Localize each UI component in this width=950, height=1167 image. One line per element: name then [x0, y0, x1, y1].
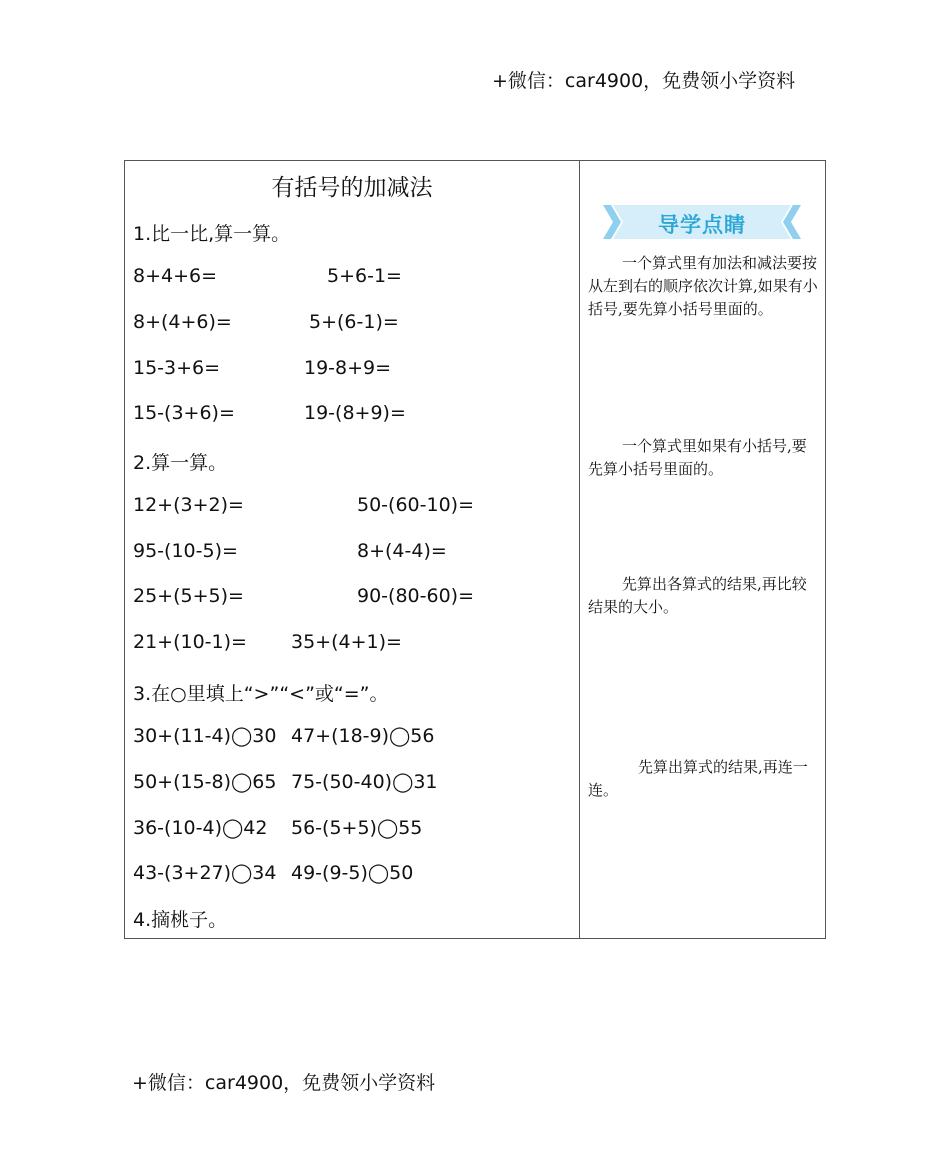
section-2-heading: 2.算一算。 — [133, 452, 228, 474]
exercise-right: 5+(6-1)= — [309, 311, 399, 333]
compare-row — [133, 862, 414, 884]
compare-row — [133, 817, 423, 839]
exercise-row — [133, 585, 474, 607]
exercise-row — [133, 311, 399, 333]
tip-1: 一个算式里有加法和减法要按从左到右的顺序依次计算,如果有小括号,要先算小括号里面的。 — [588, 254, 818, 318]
section-3-heading: 3.在○里填上“>”“<”或“=”。 — [133, 683, 389, 705]
exercise-row — [133, 631, 402, 653]
exercise-left: 21+(10-1)= — [133, 631, 247, 653]
exercise-right: 19-(8+9)= — [304, 402, 406, 424]
page-title: 有括号的加减法 — [271, 175, 433, 201]
exercise-right: 50-(60-10)= — [357, 494, 474, 516]
tip-4: 先算出算式的结果,再连一连。 — [588, 758, 808, 799]
exercise-left: 12+(3+2)= — [133, 494, 244, 516]
compare-row — [133, 771, 438, 793]
compare-row — [133, 725, 435, 747]
compare-right: 47+(18-9)◯56 — [291, 725, 435, 747]
exercise-left: 95-(10-5)= — [133, 540, 238, 562]
exercise-right: 35+(4+1)= — [291, 631, 402, 653]
section-1-heading: 1.比一比,算一算。 — [133, 223, 291, 245]
exercise-row — [133, 402, 406, 424]
exercise-row — [133, 494, 474, 516]
exercise-row — [133, 357, 392, 379]
tip-3: 先算出各算式的结果,再比较结果的大小。 — [588, 575, 807, 616]
exercise-left: 15-(3+6)= — [133, 402, 235, 424]
compare-left: 36-(10-4)◯42 — [133, 817, 268, 839]
worksheet-table — [124, 160, 826, 939]
guide-banner — [603, 205, 801, 239]
exercise-right: 5+6-1= — [327, 265, 402, 287]
exercise-right: 8+(4-4)= — [357, 540, 447, 562]
exercise-right: 19-8+9= — [304, 357, 392, 379]
column-divider — [579, 161, 580, 938]
exercise-left: 15-3+6= — [133, 357, 221, 379]
header-note: +微信：car4900，免费领小学资料 — [492, 70, 796, 92]
footer-note: +微信：car4900，免费领小学资料 — [132, 1072, 436, 1094]
compare-left: 50+(15-8)◯65 — [133, 771, 277, 793]
exercise-right: 90-(80-60)= — [357, 585, 474, 607]
exercise-left: 8+4+6= — [133, 265, 218, 287]
compare-left: 30+(11-4)◯30 — [133, 725, 277, 747]
section-4-heading: 4.摘桃子。 — [133, 909, 228, 931]
compare-left: 43-(3+27)◯34 — [133, 862, 277, 884]
compare-right: 75-(50-40)◯31 — [291, 771, 438, 793]
compare-right: 56-(5+5)◯55 — [291, 817, 423, 839]
exercise-left: 25+(5+5)= — [133, 585, 244, 607]
exercise-left: 8+(4+6)= — [133, 311, 232, 333]
banner-title: 导学点睛 — [658, 213, 746, 237]
exercise-row — [133, 540, 447, 562]
tip-2: 一个算式里如果有小括号,要先算小括号里面的。 — [588, 437, 807, 478]
exercise-row — [133, 265, 402, 287]
compare-right: 49-(9-5)◯50 — [291, 862, 414, 884]
